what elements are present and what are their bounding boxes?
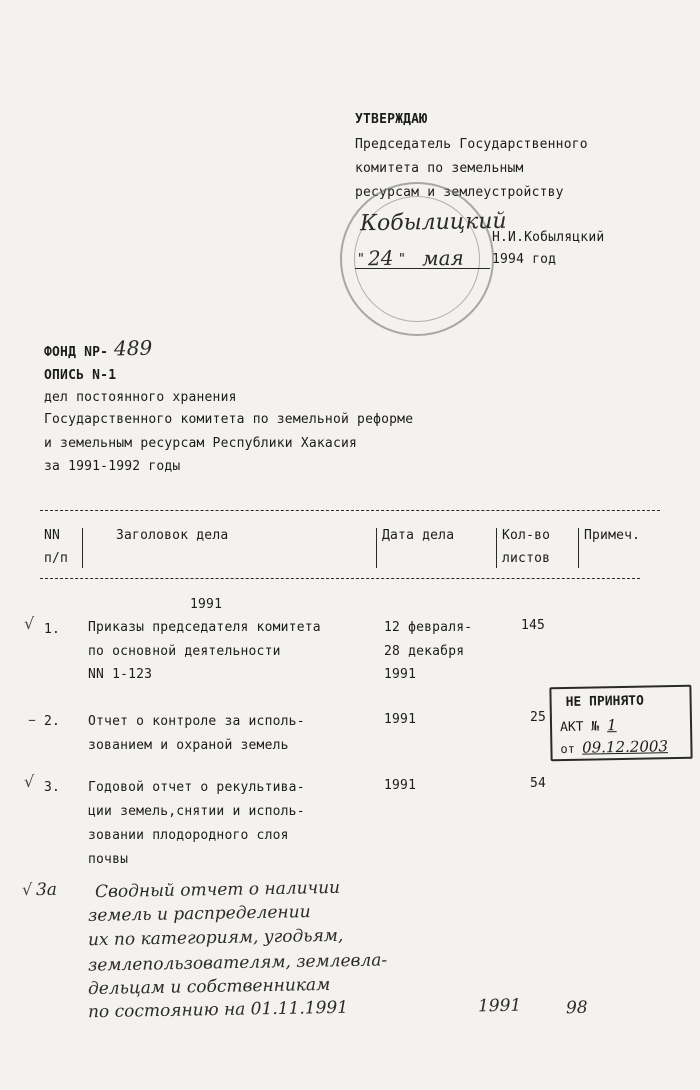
col-nn-header: NN: [44, 528, 61, 543]
date-quote-close: ": [398, 252, 407, 267]
date-quote-open: ": [357, 252, 366, 267]
approval-line: комитета по земельным: [355, 161, 524, 176]
row-title-handwritten: земель и распределении: [87, 902, 311, 926]
check-mark: √: [24, 614, 35, 633]
opis-number: ОПИСЬ N-1: [44, 368, 117, 383]
date-year: 1994 год: [492, 252, 557, 267]
column-divider: [496, 528, 497, 568]
date-month: мая: [421, 245, 464, 271]
row-date-handwritten: 1991: [477, 995, 522, 1017]
check-mark: √: [22, 880, 33, 899]
date-underline: [355, 268, 490, 269]
stamp-date: от 09.12.2003: [560, 737, 669, 757]
row-count-handwritten: 98: [565, 997, 588, 1019]
header-line: Государственного комитета по земельной реформе: [44, 412, 414, 427]
section-year: 1991: [190, 597, 223, 612]
row-title: ции земель,снятии и исполь-: [88, 804, 305, 819]
row-date: 1991: [384, 712, 417, 727]
col-title-header: Заголовок дела: [116, 528, 229, 543]
row-date: 1991: [384, 667, 417, 682]
check-mark: √: [24, 772, 35, 791]
col-count-header: Кол-во: [502, 528, 551, 543]
row-number: 3.: [44, 780, 61, 795]
row-title: Приказы председателя комитета: [88, 620, 321, 635]
col-date-header: Дата дела: [382, 528, 455, 543]
signature-name: Н.И.Кобыляцкий: [492, 230, 605, 245]
row-title: зованием и охраной земель: [88, 738, 289, 753]
not-accepted-stamp: [549, 685, 692, 761]
row-count: 54: [530, 776, 547, 791]
approval-line: ресурсам и землеустройству: [355, 185, 564, 200]
stamp-title: НЕ ПРИНЯТО: [565, 693, 645, 710]
approval-title: УТВЕРЖДАЮ: [355, 112, 428, 127]
approval-line: Председатель Государственного: [355, 137, 588, 152]
row-date: 12 февраля-: [384, 620, 473, 635]
fond-number: 489: [113, 335, 153, 361]
fond-label: ФОНД NР-: [44, 345, 109, 360]
row-number: 2.: [44, 714, 61, 729]
row-title: NN 1-123: [88, 667, 153, 682]
row-title-handwritten: по состоянию на 01.11.1991: [87, 997, 349, 1023]
row-title: зовании плодородного слоя: [88, 828, 289, 843]
header-line: за 1991-1992 годы: [44, 459, 181, 474]
row-count: 25: [530, 710, 547, 725]
dash-mark: –: [28, 710, 36, 729]
table-top-rule: [40, 510, 660, 511]
row-title: почвы: [88, 852, 129, 867]
row-title: Годовой отчет о рекультива-: [88, 780, 305, 795]
column-divider: [376, 528, 377, 568]
col-nn-header: п/п: [44, 551, 69, 566]
row-title-handwritten: Сводный отчет о наличии: [94, 877, 341, 903]
col-count-header: листов: [502, 551, 551, 566]
header-line: дел постоянного хранения: [44, 390, 237, 405]
row-number: 1.: [44, 622, 61, 637]
row-title-handwritten: их по категориям, угодьям,: [87, 925, 344, 951]
row-number-handwritten: 3а: [35, 879, 58, 901]
row-date: 1991: [384, 778, 417, 793]
column-divider: [578, 528, 579, 568]
date-day: 24: [367, 245, 394, 271]
stamp-act: АКТ № 1: [559, 716, 617, 736]
table-header-rule: [40, 578, 640, 579]
column-divider: [82, 528, 83, 568]
row-title: по основной деятельности: [88, 644, 281, 659]
header-line: и земельным ресурсам Республики Хакасия: [44, 436, 358, 451]
col-note-header: Примеч.: [584, 528, 641, 543]
signature: Кобылицкий: [359, 208, 507, 237]
row-title: Отчет о контроле за исполь-: [88, 714, 305, 729]
row-title-handwritten: землепользователям, землевла-: [87, 950, 388, 976]
row-count: 145: [521, 618, 546, 633]
row-date: 28 декабря: [384, 644, 465, 659]
row-title-handwritten: дельцам и собственникам: [87, 974, 331, 1000]
